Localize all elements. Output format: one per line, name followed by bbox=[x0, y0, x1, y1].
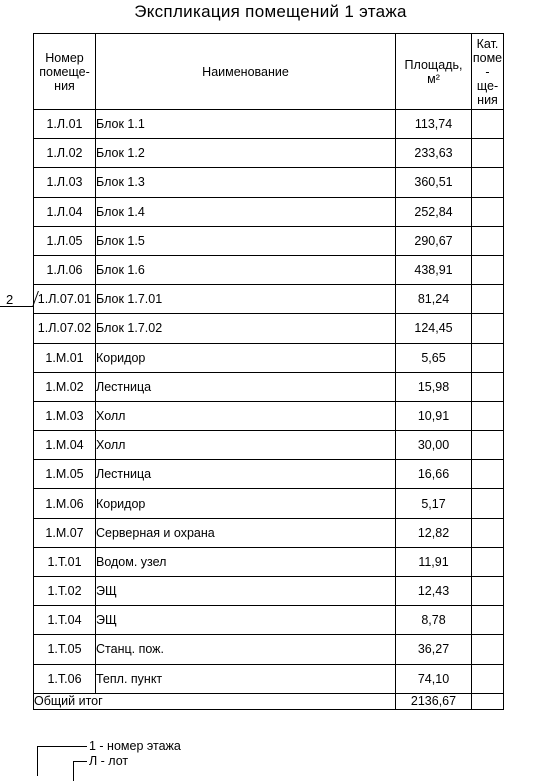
room-number-cell: 1.Л.06 bbox=[34, 255, 96, 284]
room-category-cell bbox=[472, 635, 504, 664]
room-category-cell bbox=[472, 401, 504, 430]
legend bbox=[37, 738, 337, 768]
room-number-cell: 1.М.06 bbox=[34, 489, 96, 518]
table-row bbox=[34, 460, 504, 489]
room-name-cell: ЭЩ bbox=[96, 606, 396, 635]
legend-leader-line-1 bbox=[37, 746, 38, 776]
room-number-cell: 1.Т.06 bbox=[34, 664, 96, 693]
table-row bbox=[34, 372, 504, 401]
header-name: Наименование bbox=[96, 34, 396, 110]
room-name-cell: Станц. пож. bbox=[96, 635, 396, 664]
table-row bbox=[34, 139, 504, 168]
room-category-cell bbox=[472, 197, 504, 226]
legend-floor-label: 1 - номер этажа bbox=[89, 739, 181, 753]
table-row bbox=[34, 489, 504, 518]
table-row bbox=[34, 110, 504, 139]
page-title: Экспликация помещений 1 этажа bbox=[134, 2, 407, 21]
room-category-cell bbox=[472, 255, 504, 284]
room-number-cell: 1.М.07 bbox=[34, 518, 96, 547]
room-number-cell: 1.М.02 bbox=[34, 372, 96, 401]
table-row bbox=[34, 168, 504, 197]
room-name-cell: Блок 1.4 bbox=[96, 197, 396, 226]
room-category-cell bbox=[472, 547, 504, 576]
room-number-cell: 1.Т.04 bbox=[34, 606, 96, 635]
header-number bbox=[34, 34, 96, 110]
room-area-cell: 113,74 bbox=[396, 110, 472, 139]
room-area-cell: 360,51 bbox=[396, 168, 472, 197]
room-category-cell bbox=[472, 431, 504, 460]
table-row bbox=[34, 547, 504, 576]
room-number-cell: 1.М.05 bbox=[34, 460, 96, 489]
room-area-cell: 438,91 bbox=[396, 255, 472, 284]
total-row bbox=[34, 693, 504, 709]
room-name-cell: Лестница bbox=[96, 372, 396, 401]
explication-table bbox=[33, 33, 504, 710]
room-area-cell: 5,17 bbox=[396, 489, 472, 518]
room-category-cell bbox=[472, 664, 504, 693]
room-name-cell: Серверная и охрана bbox=[96, 518, 396, 547]
room-number-cell: 1.Л.02 bbox=[34, 139, 96, 168]
room-number-cell: 1.Л.05 bbox=[34, 226, 96, 255]
room-area-cell: 81,24 bbox=[396, 285, 472, 314]
room-number-cell: 1.Т.02 bbox=[34, 577, 96, 606]
header-number-label: Номер помеще- ния bbox=[39, 50, 90, 93]
table-row bbox=[34, 226, 504, 255]
table-row bbox=[34, 285, 504, 314]
table-row bbox=[34, 197, 504, 226]
room-category-cell bbox=[472, 518, 504, 547]
room-name-cell: Блок 1.3 bbox=[96, 168, 396, 197]
table-row bbox=[34, 518, 504, 547]
room-area-cell: 36,27 bbox=[396, 635, 472, 664]
room-category-cell bbox=[472, 314, 504, 343]
room-area-cell: 290,67 bbox=[396, 226, 472, 255]
total-category bbox=[472, 693, 504, 709]
legend-lot-label: Л - лот bbox=[89, 754, 129, 768]
room-area-cell: 10,91 bbox=[396, 401, 472, 430]
room-name-cell: Лестница bbox=[96, 460, 396, 489]
room-name-cell: Водом. узел bbox=[96, 547, 396, 576]
table-row bbox=[34, 314, 504, 343]
room-name-cell: Блок 1.5 bbox=[96, 226, 396, 255]
table-row bbox=[34, 664, 504, 693]
room-number-cell: 1.М.03 bbox=[34, 401, 96, 430]
room-category-cell bbox=[472, 343, 504, 372]
room-name-cell: Холл bbox=[96, 431, 396, 460]
legend-leader-tick-2 bbox=[73, 761, 87, 762]
room-name-cell: Блок 1.7.02 bbox=[96, 314, 396, 343]
room-area-cell: 74,10 bbox=[396, 664, 472, 693]
room-name-cell: ЭЩ bbox=[96, 577, 396, 606]
room-area-cell: 8,78 bbox=[396, 606, 472, 635]
room-category-cell bbox=[472, 460, 504, 489]
table-row bbox=[34, 577, 504, 606]
room-area-cell: 5,65 bbox=[396, 343, 472, 372]
room-name-cell: Блок 1.2 bbox=[96, 139, 396, 168]
room-category-cell bbox=[472, 110, 504, 139]
room-category-cell bbox=[472, 577, 504, 606]
total-area: 2136,67 bbox=[396, 693, 472, 709]
room-number-cell: 1.М.01 bbox=[34, 343, 96, 372]
room-area-cell: 15,98 bbox=[396, 372, 472, 401]
room-number-cell: 1.Л.04 bbox=[34, 197, 96, 226]
table-row bbox=[34, 606, 504, 635]
room-area-cell: 124,45 bbox=[396, 314, 472, 343]
room-number-cell: 1.Т.05 bbox=[34, 635, 96, 664]
header-category: Кат. поме - ще- ния bbox=[472, 34, 504, 110]
room-number-cell: 1.Л.01 bbox=[34, 110, 96, 139]
room-name-cell: Коридор bbox=[96, 343, 396, 372]
room-name-cell: Блок 1.1 bbox=[96, 110, 396, 139]
room-category-cell bbox=[472, 139, 504, 168]
room-category-cell bbox=[472, 168, 504, 197]
legend-leader-line-2 bbox=[73, 761, 74, 781]
room-category-cell bbox=[472, 372, 504, 401]
room-name-cell: Коридор bbox=[96, 489, 396, 518]
header-area: Площадь, м² bbox=[396, 34, 472, 110]
table-header-row bbox=[34, 34, 504, 110]
room-category-cell bbox=[472, 489, 504, 518]
table-row bbox=[34, 635, 504, 664]
room-area-cell: 11,91 bbox=[396, 547, 472, 576]
room-area-cell: 12,82 bbox=[396, 518, 472, 547]
table-body bbox=[34, 110, 504, 694]
room-area-cell: 16,66 bbox=[396, 460, 472, 489]
table-row bbox=[34, 255, 504, 284]
room-name-cell: Холл bbox=[96, 401, 396, 430]
room-number-cell: 1.Л.07.01 bbox=[34, 285, 96, 314]
table-row bbox=[34, 431, 504, 460]
room-number-cell: 1.Л.07.02 bbox=[34, 314, 96, 343]
table-row bbox=[34, 401, 504, 430]
legend-leader-tick-1 bbox=[37, 746, 87, 747]
total-label: Общий итог bbox=[34, 693, 396, 709]
room-area-cell: 233,63 bbox=[396, 139, 472, 168]
table-row bbox=[34, 343, 504, 372]
room-area-cell: 252,84 bbox=[396, 197, 472, 226]
room-area-cell: 30,00 bbox=[396, 431, 472, 460]
room-name-cell: Блок 1.6 bbox=[96, 255, 396, 284]
room-category-cell bbox=[472, 226, 504, 255]
room-number-cell: 1.Л.03 bbox=[34, 168, 96, 197]
room-name-cell: Тепл. пункт bbox=[96, 664, 396, 693]
room-name-cell: Блок 1.7.01 bbox=[96, 285, 396, 314]
room-area-cell: 12,43 bbox=[396, 577, 472, 606]
revision-marker-label: 2 bbox=[6, 292, 14, 307]
room-category-cell bbox=[472, 606, 504, 635]
room-number-cell: 1.М.04 bbox=[34, 431, 96, 460]
room-category-cell bbox=[472, 285, 504, 314]
room-number-cell: 1.Т.01 bbox=[34, 547, 96, 576]
